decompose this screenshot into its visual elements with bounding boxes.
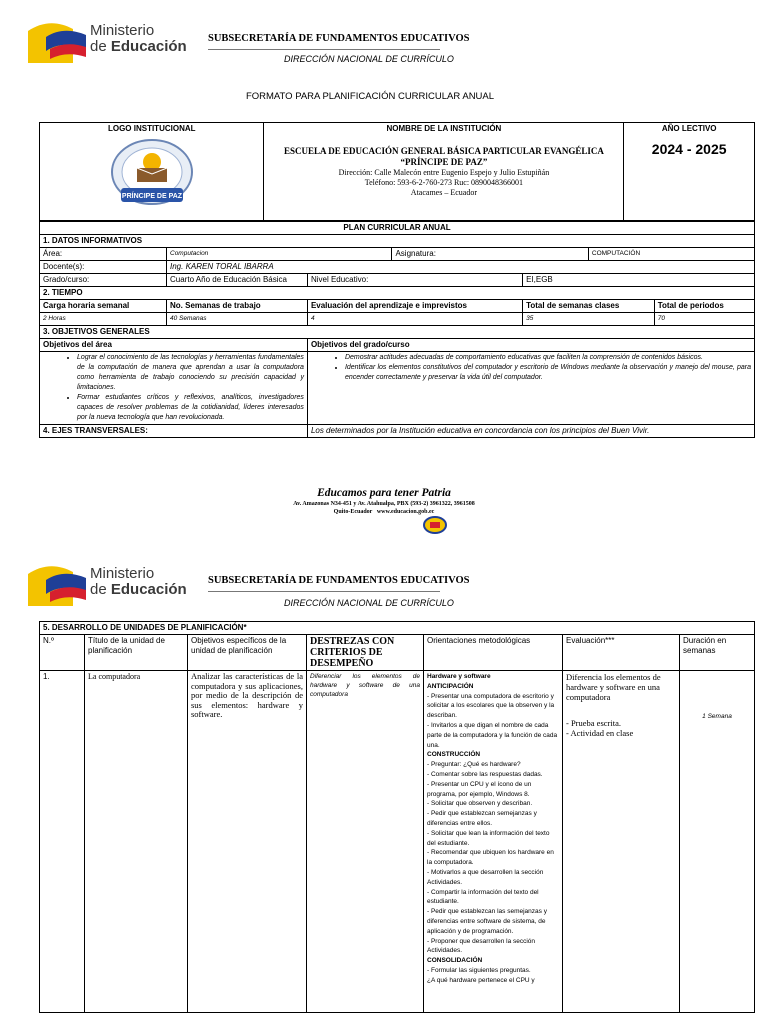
col-header-metodologia: Orientaciones metodológicas [424,635,563,671]
unidades-title: 5. DESARROLLO DE UNIDADES DE PLANIFICACIÓN* [40,622,755,635]
unit-objetivo: Analizar las características de la computadora y sus aplicaciones, por medio de la descripción de sus elementos: hardware y software. [188,671,307,1013]
tiempo-value-3: 35 [523,313,655,326]
year-header: AÑO LECTIVO [661,124,717,133]
col-header-num: N.º [40,635,85,671]
tiempo-header-1: No. Semanas de trabajo [167,300,308,313]
footer-web[interactable]: www.educacion.gob.ec [376,509,435,515]
metodologia-list [427,672,559,986]
nivel-label: Nivel Educativo: [307,274,522,287]
metodologia-item: - Proponer que desarrollen la sección Actividades. [427,937,536,955]
objetivo-grado-item: • Demostrar actitudes adecuadas de comportamiento educativas que faciliten la comprensión de contenidos básicos. [345,353,751,363]
direccion-title-2: DIRECCIÓN NACIONAL DE CURRÍCULO [284,598,454,608]
objetivos-grado-cell [307,352,754,425]
unit-destreza: Diferenciar los elementos de hardware y software de una computadora [307,671,424,1013]
school-year: 2024 - 2025 [651,141,727,157]
objetivos-area-header: Objetivos del área [40,339,308,352]
col-header-objetivo: Objetivos específicos de la unidad de planificación [188,635,307,671]
header-rule-2 [208,591,440,592]
objetivos-area-cell [40,352,308,425]
crest-label: PRÍNCIPE DE PAZ [121,193,182,200]
grado-value: Cuarto Año de Educación Básica [167,274,308,287]
metodologia-item: - Formular las siguientes preguntas. [427,966,531,974]
unit-metodologia [424,671,563,1013]
ejes-title: 4. EJES TRANSVERSALES: [40,425,308,438]
ecuador-flag-logo-icon [28,17,86,63]
unit-duracion: 1 Semana [702,713,732,720]
ministry-line2-pre: de [90,38,111,55]
tiempo-header-0: Carga horaria semanal [40,300,167,313]
unit-duracion-cell [680,671,755,1013]
institution-table [39,122,755,221]
objetivo-grado-item: • Identificar los elementos constitutivos del computador y escritorio de Windows mediante la observación y manejo del mouse, para encender correctamente y preservar la vida útil del computador. [345,363,751,383]
col-header-evaluacion: Evaluación*** [563,635,680,671]
nivel-value: EI,EGB [523,274,755,287]
metodologia-item: - Solicitar que lean la información del texto del estudiante. [427,829,550,847]
grado-label: Grado/curso: [40,274,167,287]
objetivo-area-item: • Formar estudiantes críticos y reflexivos, analíticos, investigadores capaces de resolver problemas de la cotidianidad, líderes interesados por la nueva tecnología que han revolucionada. [77,393,304,423]
tiempo-header-3: Total de semanas clases [523,300,655,313]
logo-header: LOGO INSTITUCIONAL [107,124,196,133]
metodologia-item: - Motivarlos a que desarrollen la sección Actividades. [427,868,544,886]
docente-value: Ing. KAREN TORAL IBARRA [167,261,755,274]
direccion-title: DIRECCIÓN NACIONAL DE CURRÍCULO [284,54,454,64]
datos-title: 1. DATOS INFORMATIVOS [40,235,755,248]
unit-num: 1. [40,671,85,1013]
year-cell [624,123,755,221]
area-value: Computacion [167,248,392,261]
asignatura-label: Asignatura: [392,248,588,261]
metodologia-item: - Pedir que establezcan las semejanzas y diferencias entre software de sistema, de aplicación y de programación. [427,908,547,935]
school-address: Dirección: Calle Malecón entre Eugenio Espejo y Julio Estupiñán [338,168,550,177]
metodologia-item: - Preguntar: ¿Qué es hardware? [427,761,521,769]
coat-of-arms-icon [421,516,449,534]
eval-item: - Actividad en clase [566,728,634,738]
school-sub: “PRÍNCIPE DE PAZ” [400,157,488,167]
footer-city: Quito-Ecuador [333,509,373,515]
plan-title: PLAN CURRICULAR ANUAL [40,222,755,235]
header-rule [208,49,440,50]
footer-city-line [0,509,768,515]
units-table [39,621,755,1013]
metodologia-item: - Presentar una computadora de escritorio y solicitar a los escolares que la observen y la describan. [427,692,555,720]
objetivo-area-item: • Lograr el conocimiento de las tecnologías y herramientas fundamentales de la computación de manera que aprendan a usar la computadora como herramienta de trabajo conociendo su precisión capacidad y limitaciones. [77,353,304,393]
subsecretaria-title: SUBSECRETARÍA DE FUNDAMENTOS EDUCATIVOS [208,33,470,44]
metodologia-item: - Pedir que establezcan semejanzas y diferencias entre ellos. [427,810,537,827]
form-title: FORMATO PARA PLANIFICACIÓN CURRICULAR ANUAL [245,91,495,102]
footer-address: Av. Amazonas N34-451 y Av. Atahualpa, PBX (593-2) 3961322, 3961508 [293,501,475,507]
ministry-logo-2 [28,560,188,608]
name-cell [264,123,624,221]
tiempo-value-2: 4 [307,313,522,326]
school-phone: Teléfono: 593-6-2-760-273 Ruc: 0890048366001 [364,178,524,187]
unit-evaluacion: Diferencia los elementos de hardware y software en una computadora [566,672,661,702]
metodologia-item: Hardware y software [427,673,491,680]
ministry-line2-bold: Educación [110,38,187,55]
metodologia-item: - Solicitar que observen y describan. [427,800,533,808]
metodologia-item: - Compartir la información del texto del estudiante. [427,888,539,906]
tiempo-value-1: 40 Semanas [167,313,308,326]
tiempo-value-0: 2 Horas [40,313,167,326]
col-header-destrezas: DESTREZAS CON CRITERIOS DE DESEMPEÑO [307,635,424,671]
ministry-logo [28,17,188,65]
ministry-line2-pre: de [90,581,111,598]
ministry-line1: Ministerio [90,22,155,39]
plan-table [39,221,755,438]
tiempo-header-4: Total de periodos [654,300,754,313]
unit-title: La computadora [85,671,188,1013]
ministry-line2-bold: Educación [110,581,187,598]
name-header: NOMBRE DE LA INSTITUCIÓN [386,124,502,133]
metodologia-item: ¿A qué hardware pertenece el CPU y [427,976,535,984]
ecuador-flag-logo-icon [28,560,86,606]
col-header-title: Título de la unidad de planificación [85,635,188,671]
area-label: Área: [40,248,167,261]
metodologia-item: - Invitarlos a que digan el nombre de cada parte de la computadora y la función de cada una. [427,721,558,749]
school-crest-icon [107,138,197,210]
col-header-duracion: Duración en semanas [680,635,755,671]
footer-slogan: Educamos para tener Patria [317,487,451,499]
unit-evaluacion-cell [563,671,680,1013]
metodologia-item: ANTICIPACIÓN [427,682,474,690]
school-city: Atacames – Ecuador [410,188,477,197]
metodologia-item: - Presentar un CPU y el ícono de un programa, por ejemplo, Windows 8. [427,780,532,798]
objetivos-grado-header: Objetivos del grado/curso [307,339,754,352]
logo-cell [40,123,264,221]
tiempo-title: 2. TIEMPO [40,287,755,300]
metodologia-item: CONSTRUCCIÓN [427,751,481,759]
metodologia-item: - Comentar sobre las respuestas dadas. [427,770,543,778]
metodologia-item: CONSOLIDACIÓN [427,957,483,965]
subsecretaria-title-2: SUBSECRETARÍA DE FUNDAMENTOS EDUCATIVOS [208,575,470,586]
metodologia-item: - Recomendar que ubiquen los hardware en la computadora. [427,849,554,867]
ministry-line1: Ministerio [90,565,155,582]
ejes-value: Los determinados por la Institución educativa en concordancia con los principios del Buen Vivir. [307,425,754,438]
docente-label: Docente(s): [40,261,167,274]
tiempo-header-2: Evaluación del aprendizaje e imprevistos [307,300,522,313]
asignatura-value: COMPUTACIÓN [588,248,754,261]
eval-item: - Prueba escrita. [566,718,621,728]
tiempo-value-4: 70 [654,313,754,326]
school-name: ESCUELA DE EDUCACIÓN GENERAL BÁSICA PARTICULAR EVANGÉLICA [283,146,604,156]
objetivos-title: 3. OBJETIVOS GENERALES [40,326,755,339]
